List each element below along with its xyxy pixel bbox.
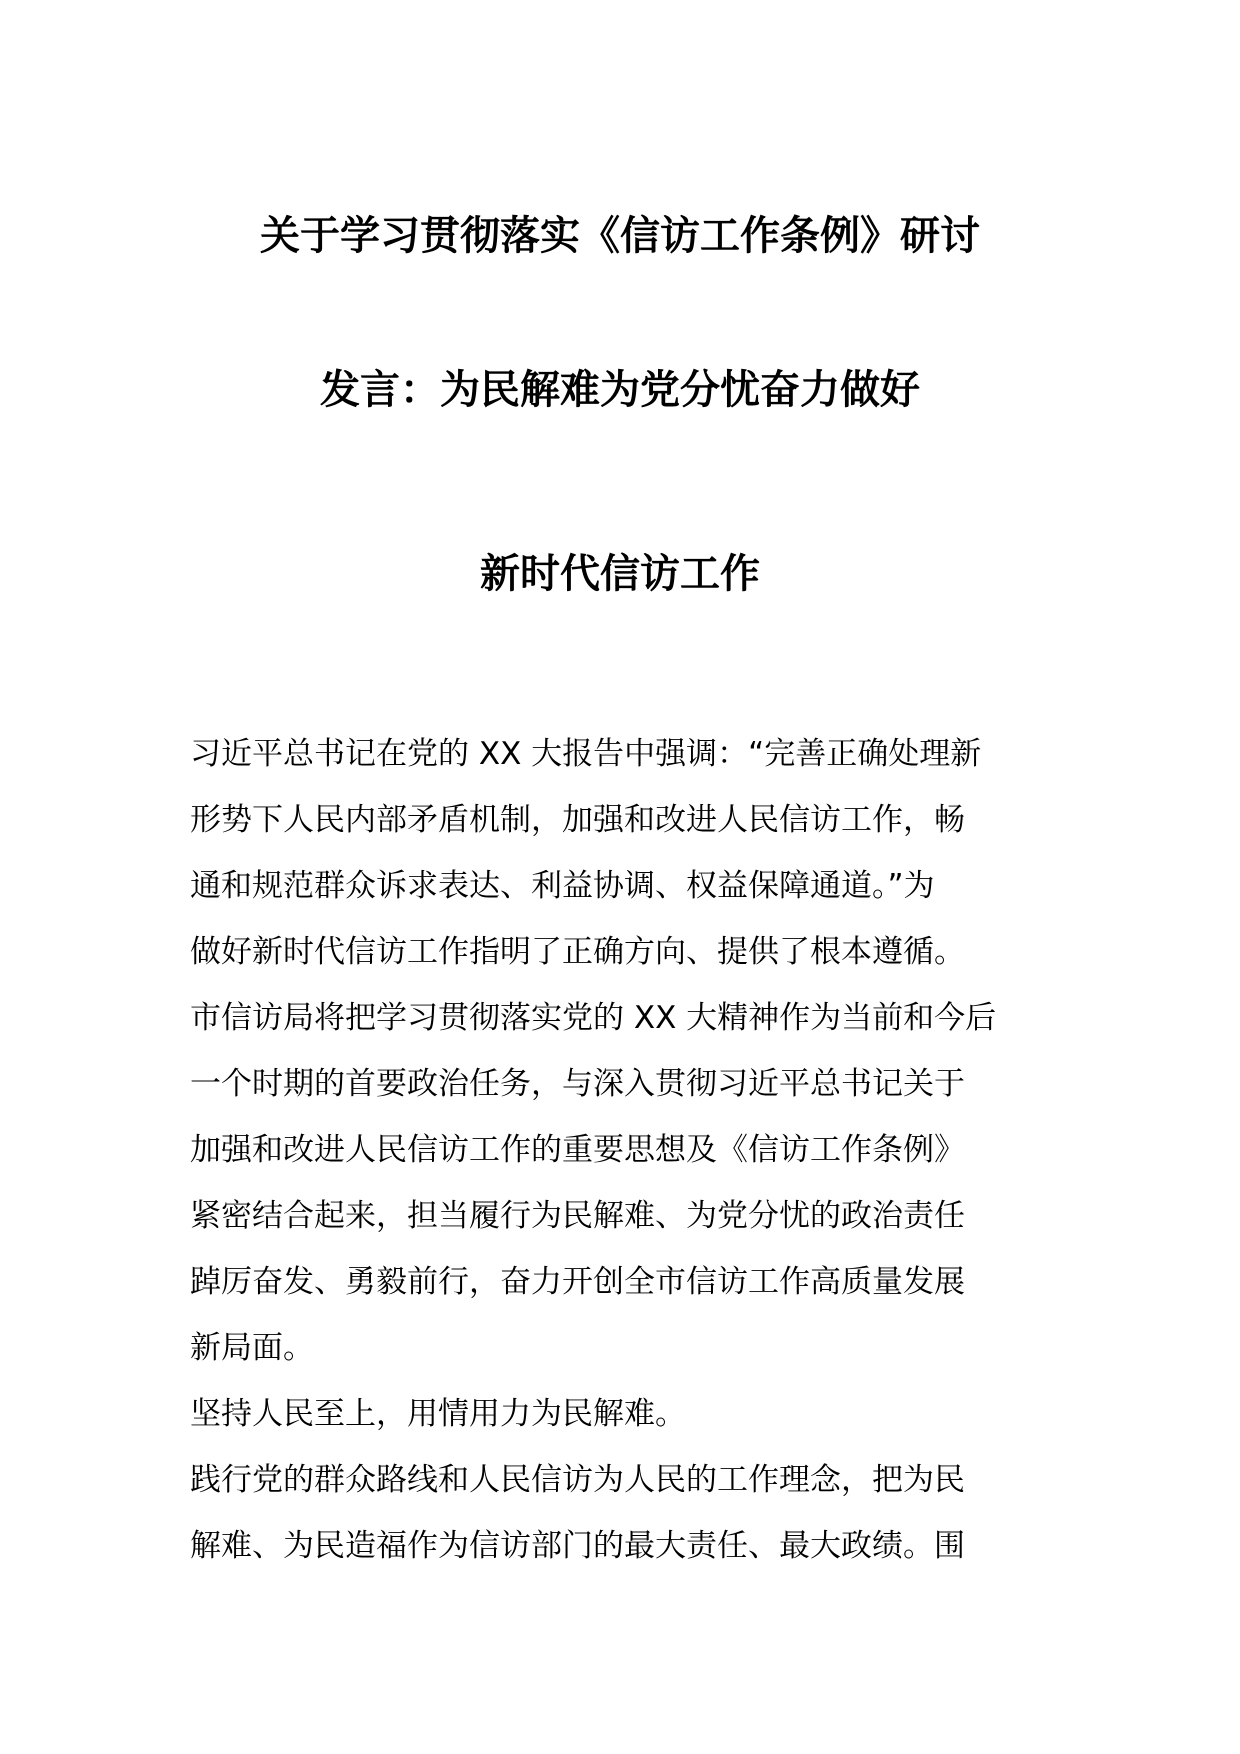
- document-title-line-3: 新时代信访工作: [480, 551, 760, 597]
- body-text-line: 踔厉奋发、勇毅前行，奋力开创全市信访工作高质量发展: [190, 1264, 965, 1300]
- body-text-line: 习近平总书记在党的 XX 大报告中强调：“完善正确处理新: [190, 736, 982, 772]
- body-text-line: 紧密结合起来，担当履行为民解难、为党分忧的政治责任: [190, 1198, 965, 1234]
- document-title-line-1: 关于学习贯彻落实《信访工作条例》研讨: [260, 213, 980, 259]
- body-text-line: 新局面。: [190, 1330, 314, 1366]
- body-text-line: 坚持人民至上，用情用力为民解难。: [190, 1396, 686, 1432]
- body-text-line: 解难、为民造福作为信访部门的最大责任、最大政绩。围: [190, 1528, 965, 1564]
- body-text-line: 加强和改进人民信访工作的重要思想及《信访工作条例》: [190, 1132, 965, 1168]
- body-text-line: 通和规范群众诉求表达、利益协调、权益保障通道。”为: [190, 868, 935, 904]
- body-text-line: 形势下人民内部矛盾机制，加强和改进人民信访工作，畅: [190, 802, 965, 838]
- body-text-line: 践行党的群众路线和人民信访为人民的工作理念，把为民: [190, 1462, 965, 1498]
- body-text-line: 做好新时代信访工作指明了正确方向、提供了根本遵循。: [190, 934, 965, 970]
- document-title-line-2: 发言：为民解难为党分忧奋力做好: [320, 367, 920, 413]
- body-text-line: 市信访局将把学习贯彻落实党的 XX 大精神作为当前和今后: [190, 1000, 997, 1036]
- body-text-line: 一个时期的首要政治任务，与深入贯彻习近平总书记关于: [190, 1066, 965, 1102]
